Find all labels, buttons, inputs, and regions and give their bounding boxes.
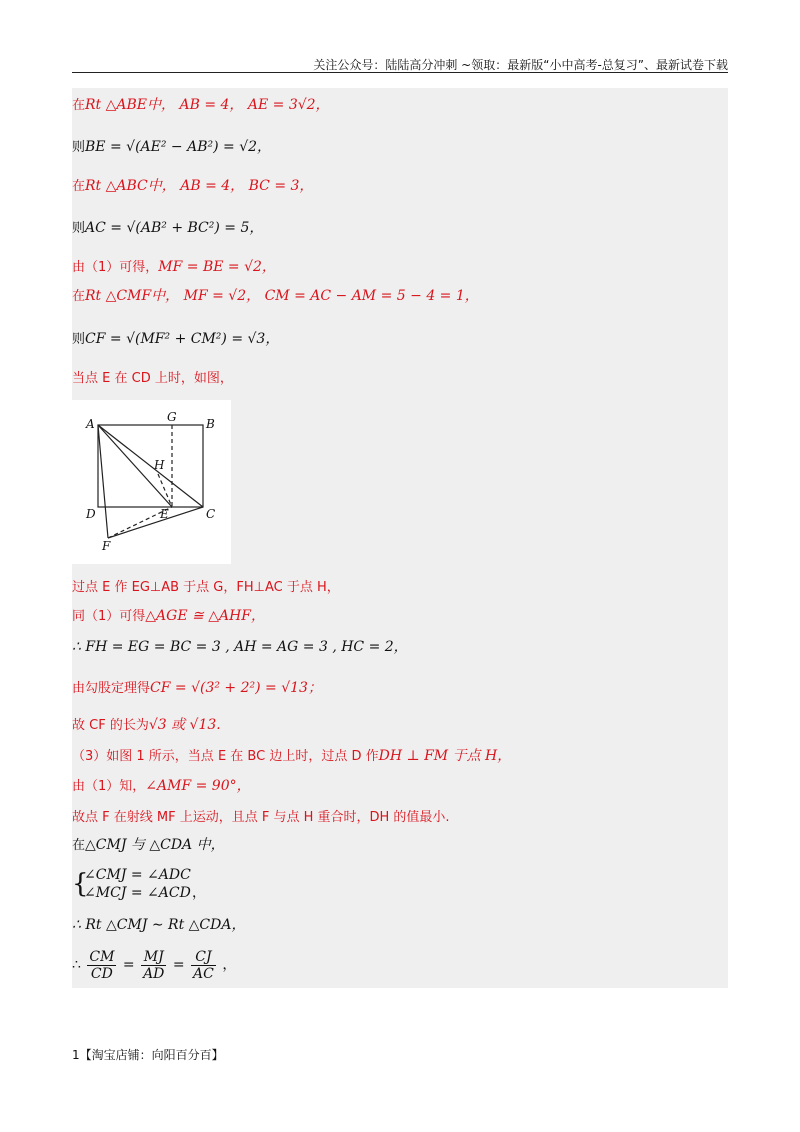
line-prefix: 则 (72, 332, 86, 347)
solution-line-12 (72, 679, 322, 698)
fraction-cj-ac (191, 949, 216, 982)
fraction-line (72, 948, 236, 982)
line-math: △CMJ 与 △CDA 中， (85, 837, 225, 853)
line-prefix: 则 (72, 140, 86, 155)
line-prefix: 在 (72, 98, 86, 113)
label-d: D (86, 507, 96, 521)
solution-line-5 (72, 258, 276, 277)
line-prefix: 故 CF 的长为 (72, 718, 149, 733)
solution-line-13 (72, 716, 221, 735)
system-tail: ， (192, 885, 206, 901)
fraction-tail: ， (222, 957, 237, 973)
line-prefix: 由勾股定理得 (72, 681, 151, 696)
solution-line-17 (72, 836, 225, 855)
line-prefix: 由（1）可得， (72, 260, 159, 275)
solution-line-4 (72, 219, 263, 238)
label-b: B (206, 417, 215, 431)
solution-line-9 (72, 578, 340, 597)
solution-line-8 (72, 369, 233, 388)
solution-line-3 (72, 177, 313, 196)
line-prefix: 则 (72, 221, 86, 236)
label-e: E (160, 507, 169, 521)
line-prefix: 故点 F 在射线 MF 上运动，且点 F 与点 H 重合时，DH 的值最小. (72, 810, 450, 825)
fraction-numerator: MJ (141, 949, 166, 966)
line-prefix: （3）如图 1 所示，当点 E 在 BC 边上时，过点 D 作 (72, 749, 379, 764)
solution-line-1 (72, 96, 330, 115)
system-eq-1: ∠CMJ = ∠ADC (84, 867, 191, 883)
label-h: H (154, 458, 165, 472)
label-f: F (102, 539, 111, 553)
line-math: Rt △ABC中， AB = 4， BC = 3， (85, 178, 314, 194)
fraction-numerator: CJ (191, 949, 216, 966)
line-math: DH ⊥ FM 于点 H， (378, 748, 512, 764)
line-math: ∠AMF = 90°， (145, 778, 251, 794)
fraction-denominator: AD (143, 965, 165, 982)
line-math: BE = √(AE² − AB²) = √2， (85, 139, 272, 155)
solution-line-11 (72, 638, 408, 657)
line-prefix: 同（1）可得 (72, 609, 146, 624)
fraction-denominator: AC (193, 965, 214, 982)
line-math: △AGE ≅ △AHF， (145, 608, 265, 624)
label-c: C (206, 507, 216, 521)
page-footer: 1【淘宝店铺：向阳百分百】 (72, 1048, 224, 1062)
brace-icon: { (72, 869, 89, 899)
solution-line-6 (72, 287, 479, 306)
fraction-cm-cd (87, 949, 116, 982)
line-prefix: 当点 E 在 CD 上时，如图， (72, 371, 233, 386)
fraction-mj-ad (141, 949, 166, 982)
line-prefix: 在 (72, 179, 86, 194)
geometry-diagram (72, 400, 231, 564)
line-math: ∴ Rt △CMJ ∼ Rt △CDA， (72, 917, 246, 933)
equals-sign: = (122, 957, 135, 973)
equation-system (72, 864, 272, 904)
fraction-numerator: CM (89, 948, 115, 965)
segment-af (98, 425, 108, 538)
page-header: 关注公众号：陆陆高分冲刺 ~领取：最新版“小中高考-总复习”、最新试卷下载 (313, 58, 728, 72)
line-math: Rt △ABE中， AB = 4， AE = 3√2， (85, 97, 330, 113)
segment-fc (108, 507, 203, 538)
therefore-symbol: ∴ (72, 957, 81, 973)
segment-ac (98, 425, 203, 507)
line-prefix: 在 (72, 289, 86, 304)
line-math: CF = √(3² + 2²) = √13； (150, 680, 322, 696)
line-prefix: 在 (72, 838, 86, 853)
solution-line-7 (72, 330, 279, 349)
line-math: AC = √(AB² + BC²) = 5， (85, 220, 264, 236)
segment-fh (158, 474, 172, 507)
line-math: ∴ FH = EG = BC = 3 , AH = AG = 3 , HC = 2， (72, 639, 408, 655)
line-math: CF = √(MF² + CM²) = √3， (85, 331, 280, 347)
fraction-denominator: CD (90, 965, 113, 982)
label-g: G (167, 410, 177, 424)
solution-line-14 (72, 747, 511, 766)
line-prefix: 过点 E 作 EG⊥AB 于点 G，FH⊥AC 于点 H， (72, 580, 340, 595)
line-math: √3 或 √13. (148, 717, 221, 733)
equals-sign: = (172, 957, 185, 973)
geometry-figure (72, 400, 231, 564)
line-math: MF = BE = √2， (158, 259, 276, 275)
solution-panel (72, 88, 728, 988)
line-prefix: 由（1）知， (72, 779, 146, 794)
system-eq-2: ∠MCJ = ∠ACD (84, 885, 191, 901)
header-rule (72, 72, 728, 73)
solution-line-16 (72, 808, 450, 827)
solution-line-10 (72, 607, 265, 626)
line-math: Rt △CMF中， MF = √2， CM = AC − AM = 5 − 4 = 1， (85, 288, 479, 304)
solution-line-2 (72, 138, 271, 157)
label-a: A (86, 417, 95, 431)
solution-line-15 (72, 777, 251, 796)
solution-line-18 (72, 916, 245, 935)
